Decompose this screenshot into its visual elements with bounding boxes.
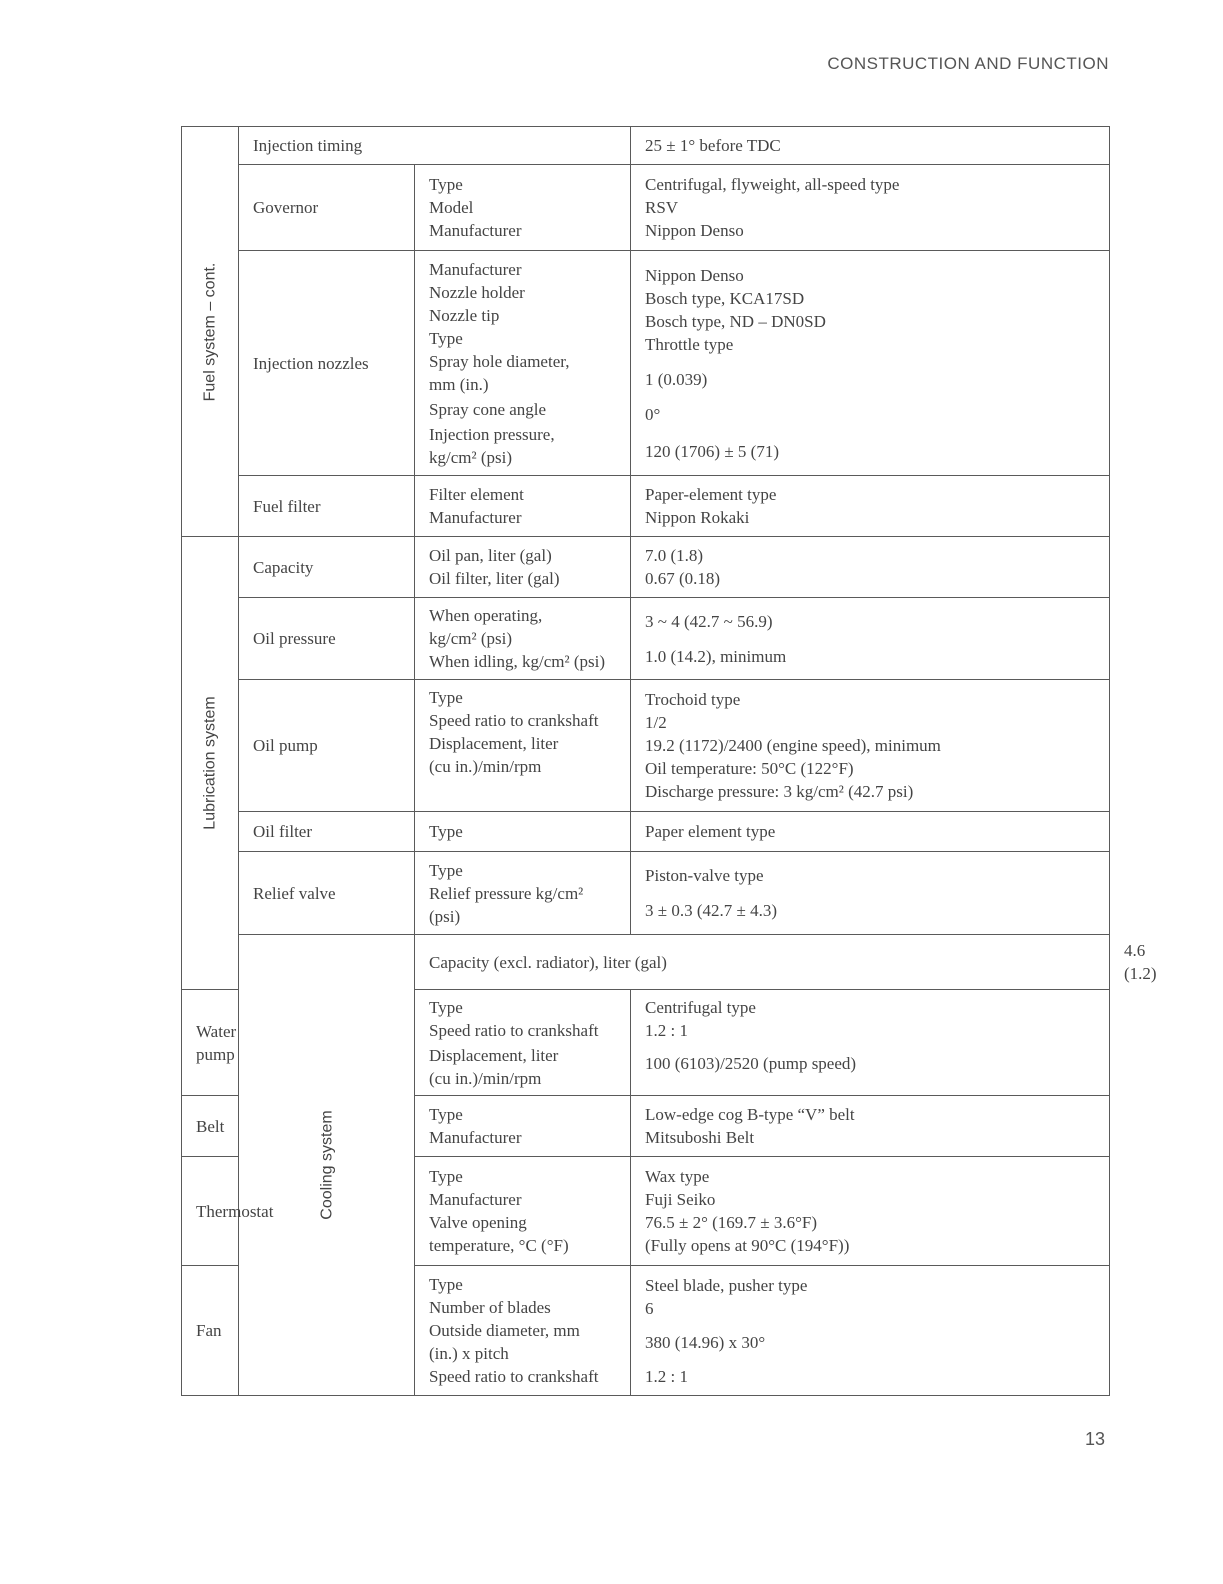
section-lubrication-system: [182, 537, 239, 990]
value: Nippon Rokaki: [645, 508, 750, 527]
oil-pressure-params: [415, 598, 631, 680]
belt-values: [631, 1096, 1110, 1157]
param: Type: [429, 822, 463, 841]
param: Manufacturer: [429, 259, 522, 279]
water-pump-values: [631, 990, 1110, 1096]
param: Spray cone angle: [429, 399, 547, 419]
value: Trochoid type: [645, 690, 741, 709]
row-label-belt: Belt: [182, 1096, 239, 1157]
thermostat-values: [631, 1157, 1110, 1266]
value: 76.5 ± 2° (169.7 ± 3.6°F): [645, 1213, 818, 1232]
row-label-relief-valve: Relief valve: [239, 852, 415, 935]
section-cooling-system: [239, 935, 415, 1396]
table-row: [182, 537, 1110, 598]
injection-nozzles-params: [415, 251, 631, 476]
param: Manufacturer: [429, 1190, 522, 1209]
table-row: Cooling system Capacity (excl. radiator), liter (gal) 4.6 (1.2): [182, 935, 1110, 990]
section-label: Fuel system – cont.: [201, 262, 219, 401]
governor-params: [415, 165, 631, 251]
value: RSV: [645, 198, 679, 217]
param: Type: [429, 688, 463, 707]
row-label-thermostat: Thermostat: [182, 1157, 239, 1266]
param: Type: [429, 997, 463, 1017]
param: Model: [429, 198, 474, 217]
param: Manufacturer: [429, 221, 522, 240]
table-row: [182, 812, 1110, 852]
param: Speed ratio to crankshaft: [429, 1367, 599, 1386]
param: Filter element: [429, 485, 524, 504]
fan-params: [415, 1266, 631, 1396]
value: 1.0 (14.2), minimum: [645, 646, 787, 666]
value: 19.2 (1172)/2400 (engine speed), minimum: [645, 736, 941, 755]
param: Manufacturer: [429, 508, 522, 527]
oil-pump-params: [415, 680, 631, 812]
section-label: Cooling system: [318, 1110, 335, 1220]
capacity-params: [415, 537, 631, 598]
value: 3 ~ 4 (42.7 ~ 56.9): [645, 611, 773, 631]
param: Type: [429, 175, 463, 194]
row-label-fuel-filter: Fuel filter: [239, 476, 415, 537]
oil-pressure-values: [631, 598, 1110, 680]
row-label-oil-pressure: Oil pressure: [239, 598, 415, 680]
value: 1 (0.039): [645, 369, 708, 389]
param: Speed ratio to crankshaft: [429, 1020, 599, 1040]
value: Low-edge cog B-type “V” belt: [645, 1105, 855, 1124]
value: (Fully opens at 90°C (194°F)): [645, 1236, 850, 1255]
value: 0°: [645, 404, 661, 424]
value: Centrifugal type: [645, 998, 756, 1017]
row-label-governor: Governor: [239, 165, 415, 251]
value: Throttle type: [645, 334, 734, 354]
value: 6: [645, 1298, 654, 1318]
section-fuel-system: [182, 127, 239, 537]
governor-values: [631, 165, 1110, 251]
value: 1.2 : 1: [645, 1366, 688, 1386]
row-label-oil-filter: Oil filter: [239, 812, 415, 852]
table-row: [182, 680, 1110, 812]
param: (psi): [429, 906, 461, 926]
table-row: [182, 476, 1110, 537]
param: Displacement, liter: [429, 734, 559, 753]
row-label-coolant-capacity: Capacity (excl. radiator), liter (gal): [415, 935, 1110, 990]
value: Oil temperature: 50°C (122°F): [645, 759, 854, 778]
fan-values: [631, 1266, 1110, 1396]
belt-params: [415, 1096, 631, 1157]
oil-filter-values: [631, 812, 1110, 852]
fuel-filter-params: [415, 476, 631, 537]
param: Manufacturer: [429, 1128, 522, 1147]
param: Type: [429, 1105, 463, 1124]
param: When operating,: [429, 606, 543, 625]
thermostat-params: [415, 1157, 631, 1266]
section-label: Lubrication system: [201, 696, 219, 830]
value: Nippon Denso: [645, 265, 744, 285]
value: 0.67 (0.18): [645, 569, 721, 588]
param: kg/cm² (psi): [429, 629, 512, 648]
param: Injection pressure,: [429, 424, 555, 444]
param: Oil pan, liter (gal): [429, 546, 552, 565]
param: Type: [429, 1167, 463, 1186]
table-row: [182, 251, 1110, 476]
param: Type: [429, 328, 463, 348]
value: 120 (1706) ± 5 (71): [645, 441, 779, 461]
value: Centrifugal, flyweight, all-speed type: [645, 175, 900, 194]
row-label-injection-nozzles: Injection nozzles: [239, 251, 415, 476]
table-row: [182, 598, 1110, 680]
value: 7.0 (1.8): [645, 546, 704, 565]
value: 100 (6103)/2520 (pump speed): [645, 1054, 857, 1073]
fuel-filter-values: [631, 476, 1110, 537]
page-header: CONSTRUCTION AND FUNCTION: [827, 54, 1109, 73]
param: kg/cm² (psi): [429, 447, 512, 467]
oil-pump-values: [631, 680, 1110, 812]
value: Wax type: [645, 1167, 710, 1186]
table-row: [182, 127, 1110, 165]
value: Nippon Denso: [645, 221, 744, 240]
table-row: [182, 165, 1110, 251]
row-label-injection-timing: Injection timing: [239, 127, 631, 165]
value: 3 ± 0.3 (42.7 ± 4.3): [645, 901, 777, 920]
param: Type: [429, 860, 463, 880]
table-row: [182, 852, 1110, 935]
param: Spray hole diameter,: [429, 351, 570, 371]
param: (cu in.)/min/rpm: [429, 757, 542, 776]
param: Speed ratio to crankshaft: [429, 711, 599, 730]
param: Number of blades: [429, 1298, 551, 1317]
param: Oil filter, liter (gal): [429, 569, 560, 588]
value: Piston-valve type: [645, 866, 764, 885]
param: mm (in.): [429, 374, 489, 394]
value: 380 (14.96) x 30°: [645, 1332, 766, 1352]
param: Valve opening: [429, 1213, 527, 1232]
value: Bosch type, ND – DN0SD: [645, 311, 826, 331]
relief-valve-params: [415, 852, 631, 935]
capacity-values: [631, 537, 1110, 598]
param: (cu in.)/min/rpm: [429, 1068, 542, 1088]
value: Steel blade, pusher type: [645, 1275, 808, 1295]
value: 1.2 : 1: [645, 1021, 688, 1040]
water-pump-params: [415, 990, 631, 1096]
row-label-oil-pump: Oil pump: [239, 680, 415, 812]
oil-filter-params: [415, 812, 631, 852]
param: Type: [429, 1275, 463, 1294]
param: Displacement, liter: [429, 1045, 559, 1065]
row-label-fan: Fan: [182, 1266, 239, 1396]
value: Fuji Seiko: [645, 1190, 716, 1209]
param: Relief pressure kg/cm²: [429, 883, 584, 903]
page-number: 13: [1084, 1429, 1105, 1449]
param: temperature, °C (°F): [429, 1236, 569, 1255]
value: 1/2: [645, 713, 667, 732]
injection-nozzles-values: [631, 251, 1110, 476]
value: Bosch type, KCA17SD: [645, 288, 805, 308]
specification-table: [181, 126, 1157, 1396]
value: Discharge pressure: 3 kg/cm² (42.7 psi): [645, 782, 914, 801]
param: Outside diameter, mm: [429, 1321, 580, 1340]
value: Mitsuboshi Belt: [645, 1128, 755, 1147]
param: When idling, kg/cm² (psi): [429, 652, 606, 671]
value: Paper element type: [645, 822, 776, 841]
param: Nozzle tip: [429, 305, 500, 325]
row-label-water-pump: Water pump: [182, 990, 239, 1096]
param: Nozzle holder: [429, 282, 525, 302]
value: Paper-element type: [645, 485, 777, 504]
param: (in.) x pitch: [429, 1344, 509, 1363]
row-label-capacity: Capacity: [239, 537, 415, 598]
relief-valve-values: [631, 852, 1110, 935]
row-value-injection-timing: 25 ± 1° before TDC: [631, 127, 1110, 165]
